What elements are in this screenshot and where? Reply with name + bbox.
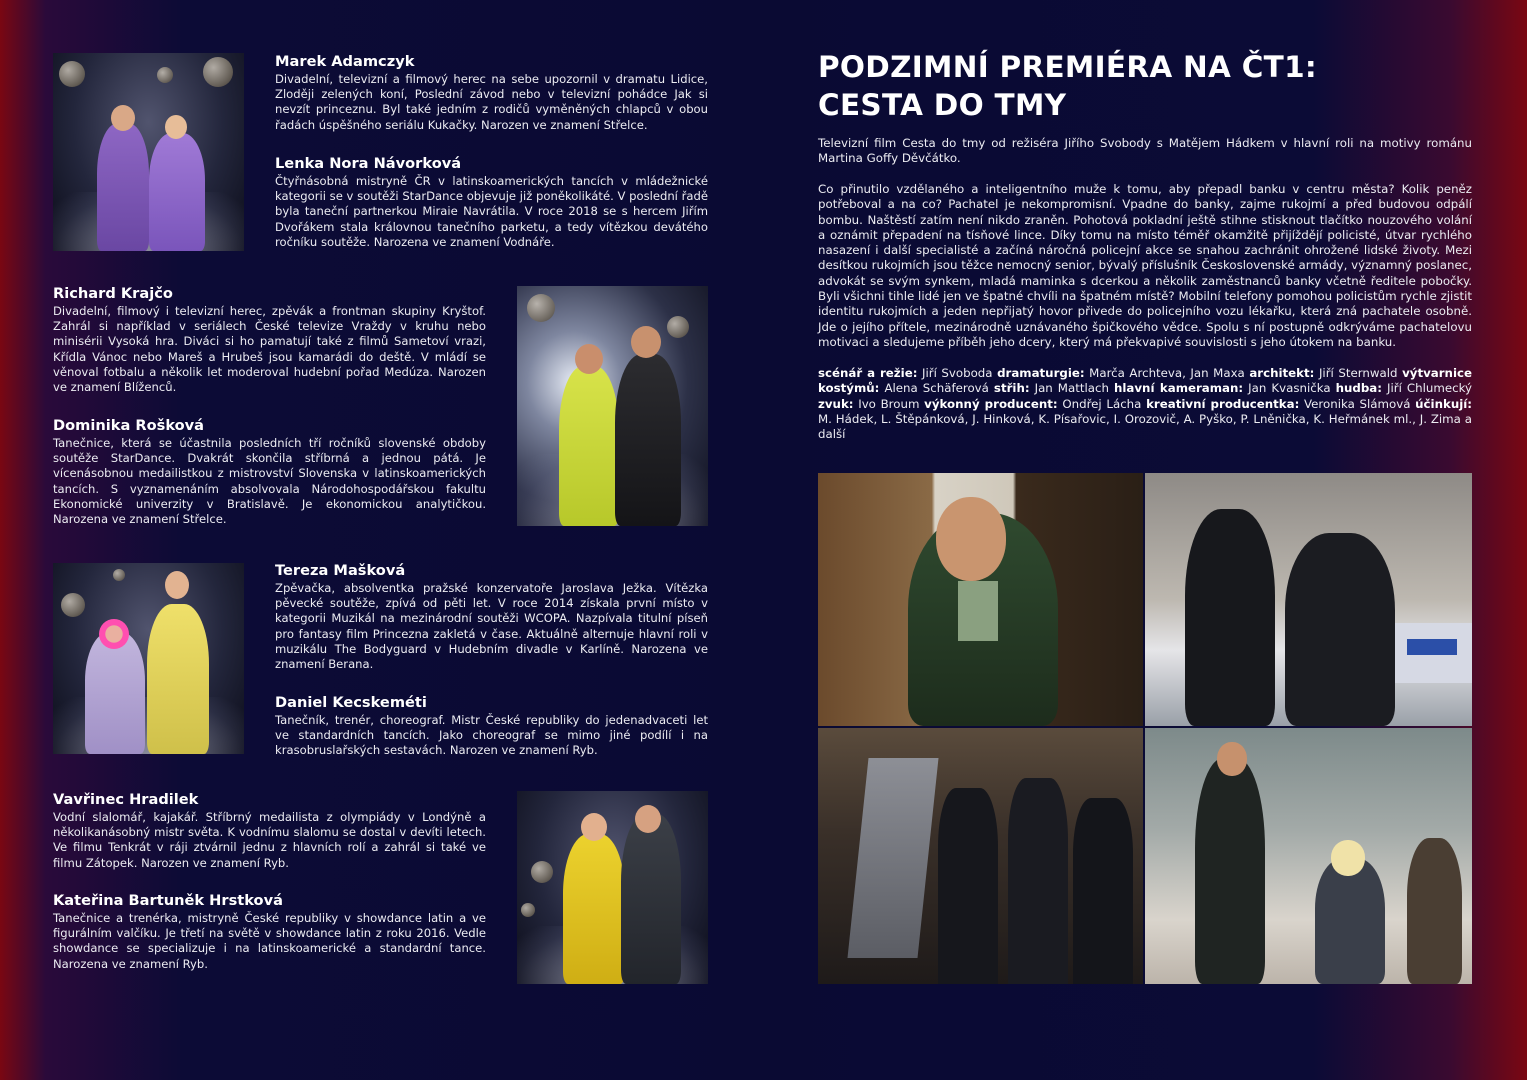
film-still-bank-hostages [1145,728,1472,984]
credit-value: Veronika Slámová [1304,396,1411,411]
credit-value: Jan Mattlach [1034,381,1109,396]
film-still-riot-shields [818,728,1143,984]
credit-label: zvuk: [818,396,854,411]
credit-value: Ivo Broum [858,396,920,411]
bio-vavrinec-hradilek [53,791,486,871]
photo-adamczyk-navorkova [53,53,244,251]
bio-text: Vodní slalomář, kajakář. Stříbrný medailista z olympiády v Londýně a několikanásobný mistr světa. K vodnímu slalomu se dostal v devíti letech. Ve filmu Tenkrát v ráji ztvárnil jednu z hlavních rolí a zahrál si také ve filmu Zátopek. Narozen ve znamení Ryb. [53,810,486,870]
credit-label: kreativní producentka: [1146,396,1300,411]
title-line-2: CESTA DO TMY [818,88,1067,122]
article-story: Co přinutilo vzdělaného a inteligentního muže k tomu, aby přepadl banku v centru města? Kolik peněz potřeboval a na co? Pachatel je nekompromisní. Vpadne do banky, zajme rukojmí a před budovou odpálí bombu. Naštěstí zatím není nikdo zraněn. Pohotová pokladní ještě stihne stisknout tlačítko nouzového volání a oznámit přepadení na tísňové lince. Díky tomu na místo téměř okamžitě přijíždějí policisté, útvar rychlého nasazení i další specialisté a začíná náročná policejní akce se snahou zachránit ohrožené lidské životy. Mezi desítkou rukojmích jsou těžce nemocný senior, bývalý příslušník Československé armády, významný poslanec, advokát se svým synkem, mladá maminka s dcerkou a několik zaměstnanců banky včetně ředitele pobočky. Byli všichni tihle lidé jen ve špatné chvíli na špatném místě? Mobilní telefony pomohou policistům rychle zjistit identitu rukojmích a jeden nepřijatý hovor přivede do policejního vozu lékařku, která zná pachatele osobně. Jde o jejího přítele, mezinárodně uznávaného špičkového vědce. Spolu s ní postupně odkrýváme pachatelovu motivaci a sledujeme příběh jeho dcery, který má překvapivé souvislosti s jeho útokem na banku. [818,182,1472,349]
bio-text: Zpěvačka, absolventka pražské konzervatoře Jaroslava Ježka. Vítězka pěvecké soutěže, zpívá od pěti let. V roce 2014 získala první místo v kategorii Muzikál na mezinárodní soutěži WCOPA. Nazpívala titulní píseň pro fantasy film Princezna zakletá v čase. Aktuálně alternuje hlavní roli v muzikálu The Bodyguard v Hudebním divadle v Karlíně. Narozena ve znamení Berana. [275,581,708,672]
bio-text: Tanečnice, která se účastnila posledních tří ročníků slovenské obdoby soutěže StarDance. Dvakrát skončila stříbrná a jednou pátá. Je vícenásobnou medailistkou z mistrovství Slovenska v latinskoamerických tancích. S vyznamenáním absolvovala Národohospodářskou fakultu Ekonomické univerzity v Bratislavě. Je ekonomickou analytičkou. Narozena ve znamení Střelce. [53,436,486,527]
bio-daniel-kecskemeti [275,694,708,759]
article-intro: Televizní film Cesta do tmy od režiséra Jiřího Svobody s Matějem Hádkem v hlavní roli na motivy románu Martina Goffy Děvčátko. [818,136,1472,166]
article-credits [818,366,1472,442]
credit-value: Ondřej Lácha [1062,396,1142,411]
film-still-man-with-gun [818,473,1143,726]
article-title [818,48,1317,124]
photo-hradilek-hrstkova [517,791,708,984]
bio-lenka-nora-navorkova [275,155,708,250]
credit-label: hlavní kameraman: [1113,381,1244,396]
bio-name: Richard Krajčo [53,285,173,302]
bio-text: Tanečník, trenér, choreograf. Mistr České republiky do jedenadvaceti let ve standardních tancích. Jako choreograf se mimo jiné podílí i na krasobruslařských sestavách. Narozen ve znamení Ryb. [275,713,708,758]
film-still-police-swat [1145,473,1472,726]
credit-value: Jiří Svoboda [921,366,993,380]
credit-label: účinkují: [1415,396,1473,411]
bio-text: Divadelní, televizní a filmový herec na sebe upozornil v dramatu Lidice, Zloději zelených koní, Poslední závod nebo v televizní pohádce Jak si nevzít princeznu. Byl také jedním z rodičů vyměněných chlapců v obou řadách úspěšného seriálu Kukačky. Narozen ve znamení Střelce. [275,72,708,132]
credit-value: Jiří Sternwald [1318,366,1398,380]
bio-name: Daniel Kecskeméti [275,694,427,711]
credit-value: M. Hádek, L. Štěpánková, J. Hinková, K. Písařovic, I. Orozovič, A. Pyško, P. Lněnička, K. Heřmánek ml., J. Zima a další [818,411,1472,442]
credit-label: hudba: [1335,381,1382,396]
bio-text: Čtyřnásobná mistryně ČR v latinskoamerických tancích v mládežnické kategorii se v soutěži StarDance objevuje již poněkolikáté. V poslední řadě byla taneční partnerkou Miraie Navrátila. V roce 2018 se s hercem Jiřím Dvořákem stala královnou tanečního parketu, a tedy vítězkou devátého ročníku soutěže. Narozena ve znamení Vodnáře. [275,174,708,249]
credit-label: střih: [993,381,1030,396]
bio-richard-krajco [53,285,486,395]
bio-name: Marek Adamczyk [275,53,415,70]
bio-name: Dominika Rošková [53,417,205,434]
credit-label: výkonný producent: [924,396,1058,411]
bio-tereza-maskova [275,562,708,672]
photo-maskova-kecskemeti [53,563,244,754]
title-line-1: PODZIMNÍ PREMIÉRA NA ČT1: [818,50,1318,84]
credit-label: výtvarnice kostýmů: [818,366,1472,396]
bio-name: Lenka Nora Návorková [275,155,462,172]
photo-krajco-roskova [517,286,708,526]
credit-value: Marča Archteva, Jan Maxa [1089,366,1245,380]
bio-name: Tereza Mašková [275,562,406,579]
bio-name: Kateřina Bartuněk Hrstková [53,892,283,909]
bio-text: Tanečnice a trenérka, mistryně České republiky v showdance latin a ve figurálním valčíku. Je třetí na světě v showdance latin z roku 2016. Vedle showdance se specializuje i na latinskoamerické a standardní tance. Narozena ve znamení Ryb. [53,911,486,971]
bio-name: Vavřinec Hradilek [53,791,199,808]
bio-text: Divadelní, filmový i televizní herec, zpěvák a frontman skupiny Kryštof. Zahrál si například v seriálech České televize Vraždy v kruhu nebo minisérii Vysoká hra. Diváci si ho pamatují také z filmů Sametoví vrazi, Křídla Vánoc nebo Mareš a Hrubeš jsou kamarádi do deště. V mládí se věnoval fotbalu a několik let moderoval hudební pořad Medúza. Narozen ve znamení Blíženců. [53,304,486,395]
bio-katerina-bartunek-hrstkova [53,892,486,972]
credit-label: dramaturgie: [997,366,1085,380]
credit-value: Alena Schäferová [884,381,989,396]
credit-value: Jiří Chlumecký [1387,381,1473,396]
credit-value: Jan Kvasnička [1248,381,1331,396]
bio-dominika-roskova [53,417,486,527]
credit-label: architekt: [1249,366,1315,380]
bio-marek-adamczyk [275,53,708,133]
credit-label: scénář a režie: [818,366,918,380]
